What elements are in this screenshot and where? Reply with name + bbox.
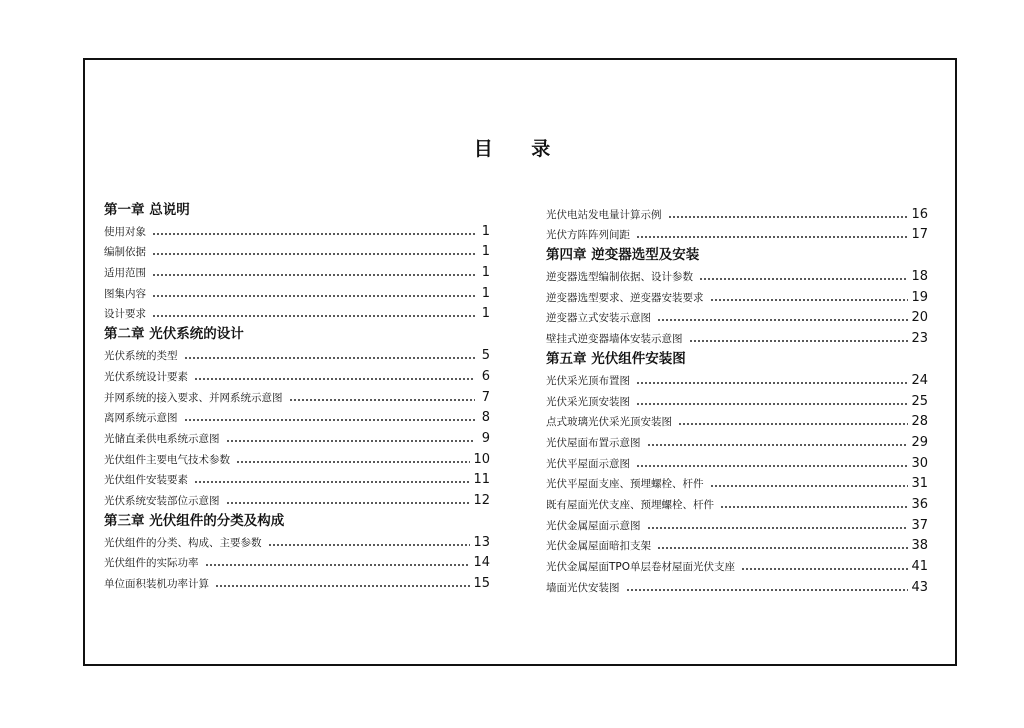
toc-entry: [546, 553, 928, 574]
entry-title: 光伏采光顶布置图: [546, 374, 630, 387]
page-number: 19: [911, 289, 928, 305]
page-number: 37: [911, 517, 928, 533]
toc-entry: [546, 409, 928, 430]
toc-entry: [104, 280, 490, 301]
entry-title: 编制依据: [104, 246, 146, 259]
dot-leader: [289, 399, 476, 401]
toc-entry: [104, 550, 490, 571]
dot-leader: [236, 461, 470, 463]
dot-leader: [710, 299, 909, 301]
entry-title: 壁挂式逆变器墙体安装示意图: [546, 333, 683, 346]
entry-title: 离网系统示意图: [104, 412, 178, 425]
dot-leader: [215, 585, 470, 587]
page-number: 38: [911, 538, 928, 554]
toc-entry: [546, 450, 928, 471]
toc-entry: [104, 363, 490, 384]
dot-leader: [657, 547, 908, 549]
entry-title: 光伏系统设计要素: [104, 370, 188, 383]
toc-entry: [546, 533, 928, 554]
entry-title: 逆变器立式安装示意图: [546, 312, 651, 325]
entry-title: 光伏组件的分类、构成、主要参数: [104, 536, 262, 549]
chapter-title: 第四章 逆变器选型及安装: [546, 247, 700, 264]
dot-leader: [668, 216, 909, 218]
page-number: 14: [473, 555, 490, 571]
page-number: 20: [911, 310, 928, 326]
toc-left-column: [104, 197, 490, 591]
entry-title: 逆变器选型要求、逆变器安装要求: [546, 291, 704, 304]
toc-entry: [546, 429, 928, 450]
dot-leader: [626, 589, 909, 591]
toc-entry: [546, 367, 928, 388]
dot-leader: [152, 233, 475, 235]
entry-title: 光伏采光顶安装图: [546, 395, 630, 408]
entry-title: 光伏方阵阵列间距: [546, 229, 630, 242]
entry-title: 图集内容: [104, 287, 146, 300]
dot-leader: [636, 403, 908, 405]
dot-leader: [741, 568, 908, 570]
toc-entry: [104, 570, 490, 591]
entry-title: 光伏组件安装要素: [104, 474, 188, 487]
page-number: 41: [911, 559, 928, 574]
page-number: 17: [911, 227, 928, 243]
dot-leader: [152, 274, 475, 276]
entry-title: 并网系统的接入要求、并网系统示意图: [104, 391, 283, 404]
dot-leader: [184, 419, 476, 421]
toc-entry: [546, 325, 928, 346]
page-number: 13: [473, 534, 490, 550]
page-title: 目 录: [473, 138, 567, 160]
dot-leader: [226, 502, 471, 504]
dot-leader: [152, 253, 475, 255]
page-number: 29: [911, 434, 928, 450]
page-number: 1: [481, 223, 490, 239]
toc-entry: [546, 574, 928, 595]
page-number: 1: [481, 306, 490, 322]
dot-leader: [657, 319, 908, 321]
page-number: 36: [911, 496, 928, 512]
dot-leader: [152, 295, 475, 297]
page-number: 8: [481, 410, 490, 426]
toc-chapter-heading: [104, 321, 490, 342]
entry-title: 光伏金属屋面示意图: [546, 519, 641, 532]
entry-title: 光伏平屋面支座、预埋螺栓、杆件: [546, 478, 704, 491]
dot-leader: [184, 357, 476, 359]
toc-entry: [104, 384, 490, 405]
page-number: 28: [911, 414, 928, 430]
toc-entry: [546, 471, 928, 492]
toc-entry: [104, 239, 490, 260]
page-number: 5: [481, 348, 490, 364]
toc-entry: [546, 263, 928, 284]
page-number: 11: [473, 472, 490, 488]
entry-title: 光伏组件主要电气技术参数: [104, 453, 230, 466]
entry-title: 光伏组件的实际功率: [104, 557, 199, 570]
toc-entry: [104, 529, 490, 550]
page-number: 6: [481, 368, 490, 384]
dot-leader: [205, 564, 471, 566]
page-number: 23: [911, 331, 928, 347]
dot-leader: [152, 315, 475, 317]
toc-entry: [546, 305, 928, 326]
entry-title: 点式玻璃光伏采光顶安装图: [546, 416, 672, 429]
page-number: 7: [481, 389, 490, 405]
page-number: 1: [481, 244, 490, 260]
entry-title: 光伏平屋面示意图: [546, 457, 630, 470]
page-number: 15: [473, 576, 490, 591]
toc-entry: [104, 467, 490, 488]
toc-entry: [104, 342, 490, 363]
toc-chapter-heading: [104, 508, 490, 529]
entry-title: 逆变器选型编制依据、设计参数: [546, 271, 693, 284]
dot-leader: [720, 506, 908, 508]
toc-chapter-heading: [546, 346, 928, 367]
toc-entry: [104, 405, 490, 426]
toc-entry: [546, 388, 928, 409]
dot-leader: [636, 382, 908, 384]
dot-leader: [636, 236, 908, 238]
page-number: 10: [473, 451, 490, 467]
page-number: 43: [911, 579, 928, 595]
entry-title: 光伏金属屋面TPO单层卷材屋面光伏支座: [546, 561, 736, 573]
dot-leader: [678, 423, 908, 425]
dot-leader: [194, 481, 470, 483]
dot-leader: [689, 340, 909, 342]
entry-title: 光伏电站发电量计算示例: [546, 208, 662, 221]
entry-title: 单位面积装机功率计算: [104, 578, 209, 590]
dot-leader: [226, 440, 476, 442]
dot-leader: [647, 444, 909, 446]
entry-title: 光伏系统的类型: [104, 350, 178, 363]
dot-leader: [710, 485, 909, 487]
toc-entry: [104, 487, 490, 508]
entry-title: 光伏系统安装部位示意图: [104, 494, 220, 507]
page-number: 31: [911, 476, 928, 492]
toc-entry: [104, 425, 490, 446]
page-number: 30: [911, 455, 928, 471]
toc-entry: [104, 218, 490, 239]
entry-title: 设计要求: [104, 308, 146, 321]
dot-leader: [699, 278, 908, 280]
entry-title: 适用范围: [104, 267, 146, 280]
page-number: 12: [473, 492, 490, 508]
chapter-title: 第三章 光伏组件的分类及构成: [104, 512, 285, 529]
page-number: 1: [481, 285, 490, 301]
page-number: 1: [481, 265, 490, 281]
page-number: 25: [911, 393, 928, 409]
toc-entry: [104, 301, 490, 322]
entry-title: 光伏金属屋面暗扣支架: [546, 540, 651, 553]
toc-entry: [546, 491, 928, 512]
page-number: 16: [911, 206, 928, 222]
dot-leader: [194, 378, 475, 380]
entry-title: 既有屋面光伏支座、预埋螺栓、杆件: [546, 498, 714, 511]
toc-entry: [546, 284, 928, 305]
chapter-title: 第二章 光伏系统的设计: [104, 326, 244, 343]
chapter-title: 第一章 总说明: [104, 202, 190, 218]
entry-title: 光伏屋面布置示意图: [546, 436, 641, 449]
page-number: 9: [481, 430, 490, 446]
page-number: 24: [911, 372, 928, 388]
toc-entry: [104, 446, 490, 467]
toc-entry: [546, 512, 928, 533]
toc-chapter-heading: [546, 242, 928, 263]
dot-leader: [647, 527, 909, 529]
page-number: 18: [911, 269, 928, 285]
toc-entry: [546, 222, 928, 243]
toc-entry: [104, 259, 490, 280]
dot-leader: [636, 465, 908, 467]
chapter-title: 第五章 光伏组件安装图: [546, 351, 686, 368]
dot-leader: [268, 544, 471, 546]
toc-chapter-heading: [104, 197, 490, 218]
toc-right-column: [546, 201, 928, 595]
entry-title: 使用对象: [104, 225, 146, 238]
toc-entry: [546, 201, 928, 222]
entry-title: 墙面光伏安装图: [546, 581, 620, 594]
entry-title: 光储直柔供电系统示意图: [104, 432, 220, 445]
